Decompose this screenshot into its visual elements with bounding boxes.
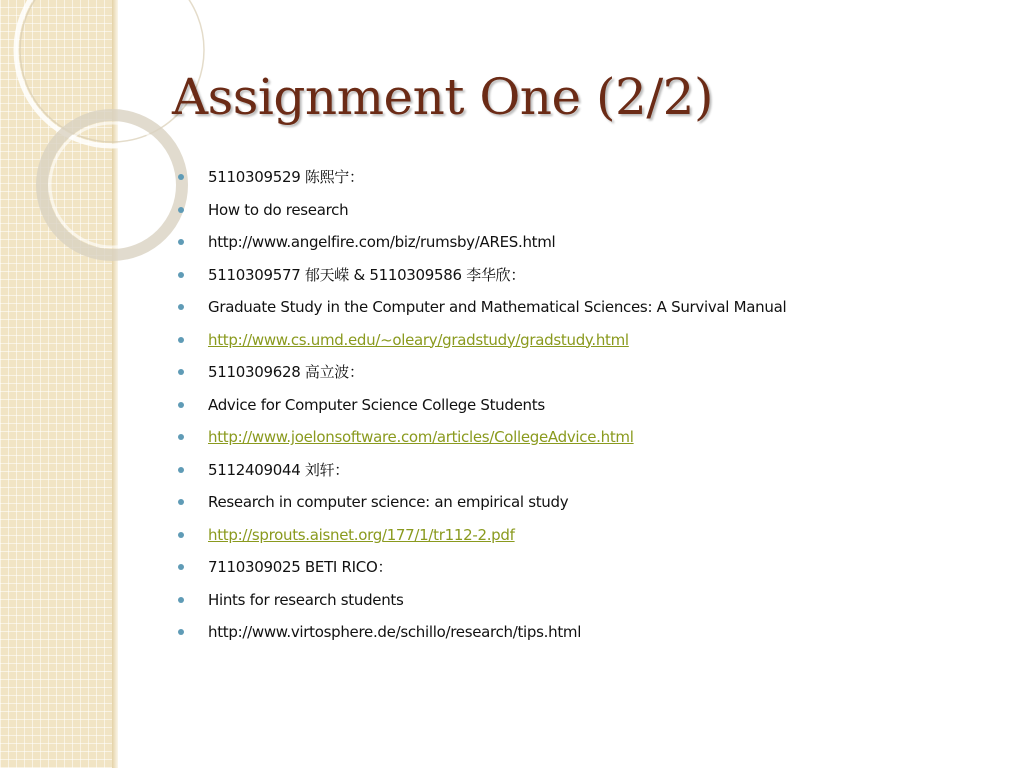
bullet-icon <box>178 239 184 245</box>
bullet-icon <box>178 597 184 603</box>
bullet-icon <box>178 369 184 375</box>
list-item <box>178 488 998 521</box>
bullet-text: Hints for research students <box>208 590 404 609</box>
bullet-icon <box>178 434 184 440</box>
bullet-text: http://www.virtosphere.de/schillo/research/tips.html <box>208 623 582 641</box>
bullet-text: 5110309577 郁天嵘 & 5110309586 李华欣： <box>208 265 526 284</box>
bullet-icon <box>178 207 184 213</box>
bullet-icon <box>178 272 184 278</box>
bullet-list <box>178 163 998 651</box>
url-link[interactable]: http://www.cs.umd.edu/~oleary/gradstudy/gradstudy.html <box>208 330 629 349</box>
bullet-icon <box>178 499 184 505</box>
link-list-item <box>178 326 998 359</box>
list-item <box>178 261 998 294</box>
slide-title: Assignment One (2/2) <box>172 68 713 126</box>
bullet-icon <box>178 174 184 180</box>
bullet-text: Advice for Computer Science College Students <box>208 395 545 414</box>
bullet-icon <box>178 337 184 343</box>
bullet-icon <box>178 304 184 310</box>
bullet-text: 5110309529 陈熙宁： <box>208 168 364 186</box>
bullet-icon <box>178 629 184 635</box>
list-item <box>178 358 998 391</box>
list-item <box>178 456 998 489</box>
list-item <box>178 553 998 586</box>
link-list-item <box>178 423 998 456</box>
list-item <box>178 293 998 326</box>
bullet-icon <box>178 564 184 570</box>
list-item <box>178 586 998 619</box>
bullet-text: Graduate Study in the Computer and Mathematical Sciences: A Survival Manual <box>208 298 787 316</box>
url-link[interactable]: http://sprouts.aisnet.org/177/1/tr112-2.pdf <box>208 525 515 544</box>
url-link[interactable]: http://www.joelonsoftware.com/articles/CollegeAdvice.html <box>208 428 634 446</box>
bullet-text: 7110309025 BETI RICO： <box>208 558 393 576</box>
list-item <box>178 391 998 424</box>
bullet-icon <box>178 467 184 473</box>
bullet-icon <box>178 402 184 408</box>
bullet-text: http://www.angelfire.com/biz/rumsby/ARES.html <box>208 233 556 251</box>
bullet-icon <box>178 532 184 538</box>
bullet-text: How to do research <box>208 200 349 219</box>
link-list-item <box>178 521 998 554</box>
list-item <box>178 228 998 261</box>
list-item <box>178 163 998 196</box>
list-item <box>178 196 998 229</box>
bullet-text: 5110309628 高立波： <box>208 363 364 381</box>
bullet-text: 5112409044 刘轩： <box>208 460 350 479</box>
list-item <box>178 618 998 651</box>
bullet-text: Research in computer science: an empirical study <box>208 493 569 511</box>
